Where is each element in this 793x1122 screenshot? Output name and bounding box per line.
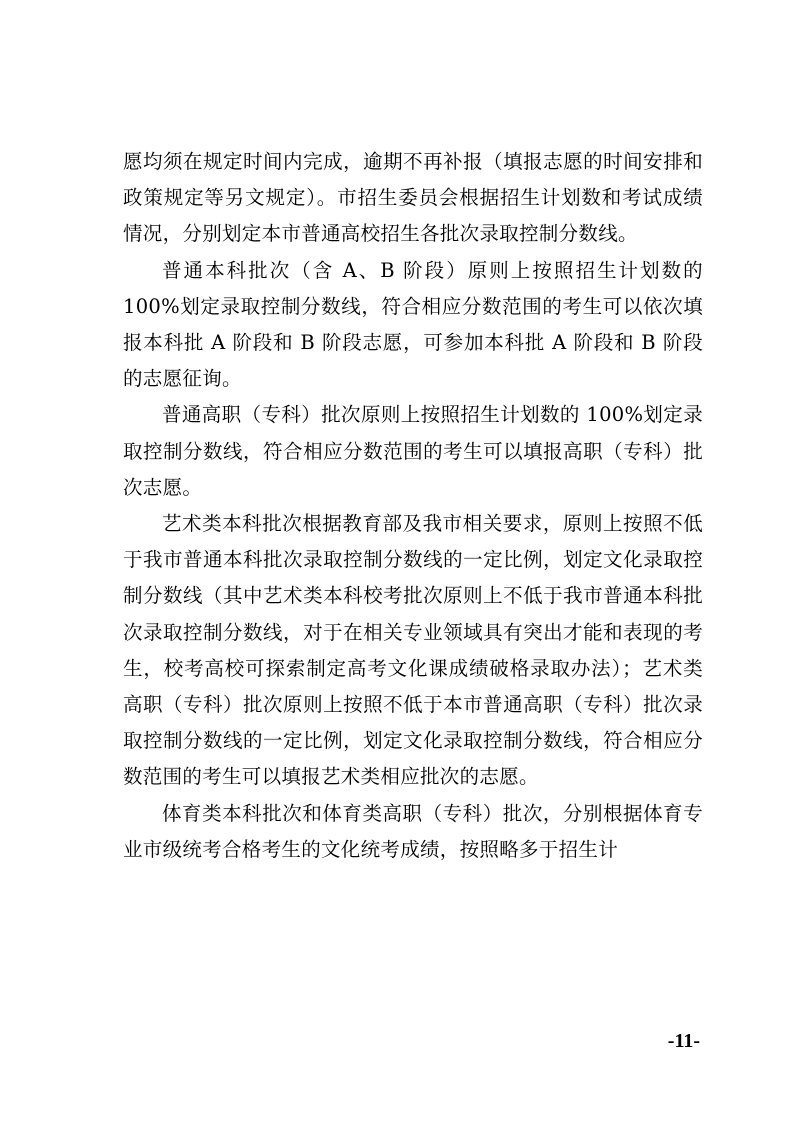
paragraph-arts-batch: 艺术类本科批次根据教育部及我市相关要求，原则上按照不低于我市普通本科批次录取控制分数线的一定比例，划定文化录取控制分数线（其中艺术类本科校考批次原则上不低于我市普通本科批次录取控制分数线，对于在相关专业领域具有突出才能和表现的考生，校考高校可探索制定高考文化课成绩破格录取办法）；艺术类高职（专科）批次原则上按照不低于本市普通高职（专科）批次录取控制分数线的一定比例，划定文化录取控制分数线，符合相应分数范围的考生可以填报艺术类相应批次的志愿。: [123, 512, 703, 789]
paragraph-sports-batch: 体育类本科批次和体育类高职（专科）批次，分别根据体育专业市级统考合格考生的文化统考成绩，按照略多于招生计: [123, 801, 703, 861]
paragraph-undergraduate-batch: 普通本科批次（含 A、B 阶段）原则上按照招生计划数的100%划定录取控制分数线，符合相应分数范围的考生可以依次填报本科批 A 阶段和 B 阶段志愿，可参加本科批 A 阶段和 B 阶段的志愿征询。: [123, 258, 703, 391]
paragraph-continuation: 愿均须在规定时间内完成，逾期不再补报（填报志愿的时间安排和政策规定等另文规定）。市招生委员会根据招生计划数和考试成绩情况，分别划定本市普通高校招生各批次录取控制分数线。: [123, 150, 703, 246]
page-number: -11-: [667, 1030, 700, 1052]
paragraph-vocational-batch: 普通高职（专科）批次原则上按照招生计划数的 100%划定录取控制分数线，符合相应分数范围的考生可以填报高职（专科）批次志愿。: [123, 403, 703, 499]
body-text: [123, 144, 703, 868]
